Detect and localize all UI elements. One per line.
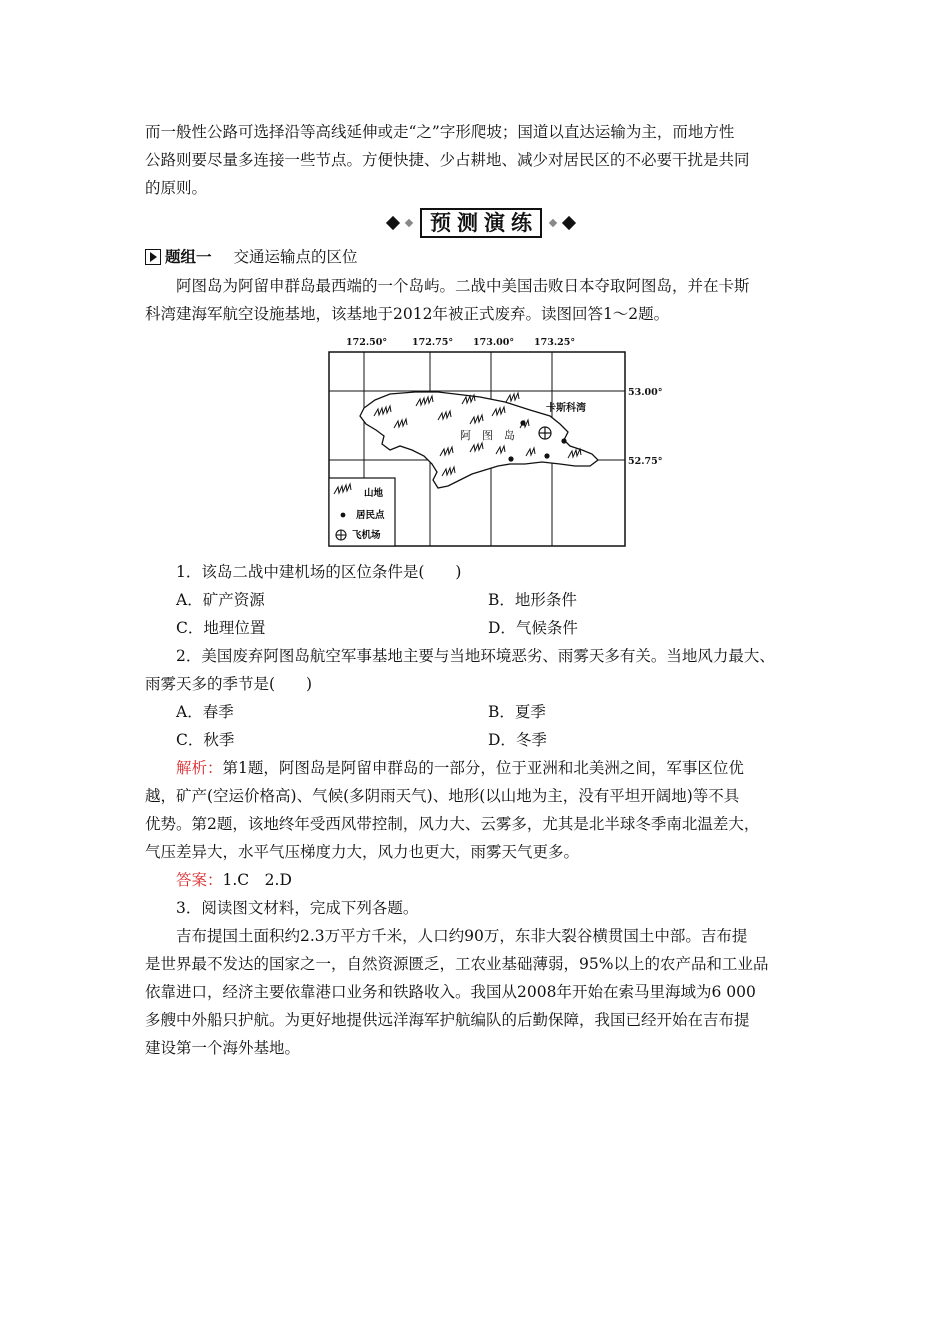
group-title: 交通运输点的区位: [233, 248, 358, 266]
island-label: 阿: [460, 429, 471, 442]
diamond-icon: [386, 216, 400, 230]
airport-icon: [336, 530, 346, 540]
lon-label: 172.50°: [346, 337, 388, 348]
intro-line-3: 的原则。: [145, 179, 208, 197]
intro-line-2: 公路则要尽量多连接一些节点。方便快捷、少占耕地、减少对居民区的不必要干扰是共同: [145, 151, 750, 169]
q1-options-row-1: [176, 586, 816, 614]
q2-stem-line-1: 2．美国废弃阿图岛航空军事基地主要与当地环境恶劣、雨雾天多有关。当地风力最大、: [176, 647, 775, 665]
diamond-icon: [405, 219, 413, 227]
analysis-text-1: 第1题，阿图岛是阿留申群岛的一部分，位于亚洲和北美洲之间，军事区位优: [222, 759, 744, 777]
q3-stem: 3．阅读图文材料，完成下列各题。: [176, 899, 419, 917]
settlement-dot: [520, 420, 525, 425]
analysis-line-1: [145, 754, 817, 782]
group-heading: [145, 244, 358, 270]
lon-label: 173.25°: [534, 337, 576, 348]
q2-stem-line-2: 雨雾天多的季节是( ): [145, 675, 313, 693]
passage2-line-4: 多艘中外船只护航。为更好地提供远洋海军护航编队的后勤保障，我国已经开始在吉布提: [145, 1011, 750, 1029]
lon-label: 172.75°: [412, 337, 454, 348]
answer-text: 1.C 2.D: [222, 871, 292, 889]
settlement-icon: [341, 513, 346, 518]
q1-options-row-2: [176, 614, 816, 642]
answer-label: 答案：: [176, 871, 223, 889]
passage1-line-2: 科湾建海军航空设施基地，该基地于2012年被正式废弃。读图回答1～2题。: [145, 305, 670, 323]
settlement-dot: [508, 456, 513, 461]
analysis-label: 解析：: [176, 759, 223, 777]
q2-option-d: D．冬季: [488, 731, 547, 749]
passage2-line-3: 依靠进口，经济主要依靠港口业务和铁路收入。我国从2008年开始在索马里海域为6 000: [145, 983, 756, 1001]
intro-line-1: 而一般性公路可选择沿等高线延伸或走“之”字形爬坡；国道以直达运输为主，而地方性: [145, 123, 735, 141]
passage2-line-1: 吉布提国土面积约2.3万平方千米，人口约90万，东非大裂谷横贯国土中部。吉布提: [176, 927, 748, 945]
play-triangle-icon: [145, 249, 161, 265]
q2-option-b: B．夏季: [488, 703, 546, 721]
atu-island-map: [320, 332, 663, 550]
q2-option-a: A．春季: [176, 703, 234, 721]
q1-option-b: B．地形条件: [488, 591, 577, 609]
bay-label: 卡斯科湾: [546, 403, 586, 414]
banner-title: 预测演练: [420, 208, 542, 238]
lat-label: 52.75°: [628, 456, 663, 467]
passage1-line-1: 阿图岛为阿留申群岛最西端的一个岛屿。二战中美国击败日本夺取阿图岛，并在卡斯: [176, 277, 750, 295]
q1-option-d: D．气候条件: [488, 619, 578, 637]
analysis-line-3: 优势。第2题，该地终年受西风带控制，风力大、云雾多，尤其是北半球冬季南北温差大，: [145, 815, 760, 833]
analysis-line-4: 气压差异大，水平气压梯度力大，风力也更大，雨雾天气更多。: [145, 843, 580, 861]
map-legend: [329, 478, 395, 546]
q2-options-row-2: [176, 726, 816, 754]
analysis-line-2: 越，矿产(空运价格高)、气候(多阴雨天气)、地形(以山地为主，没有平坦开阔地)等不具: [145, 787, 740, 805]
diamond-icon: [562, 216, 576, 230]
q2-option-c: C．秋季: [176, 731, 235, 749]
island-label: 岛: [504, 429, 515, 442]
settlement-dot: [544, 453, 549, 458]
group-label: 题组一: [165, 248, 212, 266]
q1-option-a: A．矿产资源: [176, 591, 265, 609]
answer-line: [145, 866, 817, 894]
q1-stem: 1．该岛二战中建机场的区位条件是( ): [176, 563, 462, 581]
q1-option-c: C．地理位置: [176, 619, 266, 637]
q2-options-row-1: [176, 698, 816, 726]
legend-airport: 飞机场: [352, 530, 381, 541]
airport-icon: [539, 427, 551, 439]
lon-label: 173.00°: [473, 337, 515, 348]
passage2-line-2: 是世界最不发达的国家之一，自然资源匮乏，工农业基础薄弱，95%以上的农产品和工业品: [145, 955, 769, 973]
passage2-line-5: 建设第一个海外基地。: [145, 1039, 301, 1057]
diamond-icon: [549, 219, 557, 227]
settlement-dot: [561, 438, 566, 443]
lat-label: 53.00°: [628, 387, 663, 398]
legend-settlement: 居民点: [356, 510, 385, 521]
section-banner: [388, 207, 574, 239]
legend-mountain: 山地: [364, 488, 384, 499]
island-label: 图: [482, 429, 493, 442]
